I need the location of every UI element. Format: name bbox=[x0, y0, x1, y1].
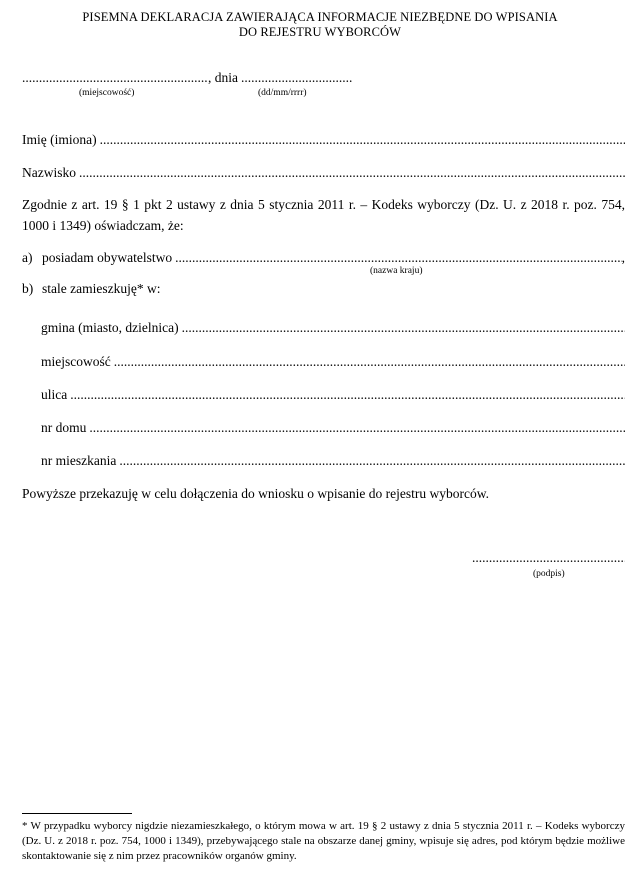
place-field[interactable] bbox=[22, 70, 208, 86]
signature-line bbox=[472, 550, 625, 570]
house-number-label: nr domu bbox=[41, 420, 87, 435]
item-b-marker: b) bbox=[22, 281, 34, 296]
last-name-row bbox=[22, 165, 625, 181]
flat-number-row bbox=[41, 453, 625, 469]
street-label: ulica bbox=[41, 387, 68, 402]
place-date-line bbox=[22, 70, 352, 86]
citizenship-row: a) posiadam obywatelstwo ..... , bbox=[22, 250, 625, 266]
date-field[interactable] bbox=[241, 70, 352, 86]
place-hint: (miejscowość) bbox=[79, 88, 135, 98]
first-name-field[interactable] bbox=[100, 132, 625, 148]
dnia-label: , dnia bbox=[208, 70, 238, 85]
footnote-text: * W przypadku wyborcy nigdzie niezamieszkałego, o którym mowa w art. 19 § 2 ustawy z dnia 5 stycznia 2011 r. – Kodeks wyborczy (Dz. U. z 2018 r. poz. 754, 1000 i 1349), przebywającego stale na obszarze danej gminy, wpisuje się adres, pod którym będzie możliwe skontaktowanie się z nim przez pracowników organów gminy. bbox=[22, 820, 625, 862]
footnote-divider bbox=[22, 813, 132, 814]
house-number-field[interactable] bbox=[89, 420, 625, 436]
gmina-field[interactable] bbox=[182, 320, 625, 336]
flat-number-label: nr mieszkania bbox=[41, 453, 117, 468]
residence-label: stale zamieszkuję* w: bbox=[42, 281, 161, 296]
street-field[interactable] bbox=[70, 387, 625, 403]
first-name-label: Imię (imiona) bbox=[22, 132, 97, 147]
street-row bbox=[41, 387, 625, 403]
closing-text: Powyższe przekazuję w celu dołączenia do wniosku o wpisanie do rejestru wyborców. bbox=[22, 486, 489, 501]
signature-hint: (podpis) bbox=[533, 569, 565, 579]
citizenship-field[interactable] bbox=[175, 250, 622, 266]
title-line-2: DO REJESTRU WYBORCÓW bbox=[238, 25, 402, 39]
flat-number-field[interactable] bbox=[119, 453, 625, 469]
gmina-label: gmina (miasto, dzielnica) bbox=[41, 320, 179, 335]
declaration-text: Zgodnie z art. 19 § 1 pkt 2 ustawy z dnia 5 stycznia 2011 r. – Kodeks wyborczy (Dz. U. z 2018 r. poz. 754, 1000 i 1349) oświadczam, że: bbox=[22, 197, 625, 233]
last-name-field[interactable] bbox=[79, 165, 625, 181]
first-name-row bbox=[22, 132, 625, 148]
residence-row bbox=[22, 281, 160, 297]
citizenship-label: posiadam obywatelstwo bbox=[42, 250, 173, 265]
title-line-1: PISEMNA DEKLARACJA ZAWIERAJĄCA INFORMACJE NIEZBĘDNE DO WPISANIA bbox=[82, 10, 558, 24]
gmina-row bbox=[41, 320, 625, 336]
locality-field[interactable] bbox=[114, 354, 625, 370]
country-hint: (nazwa kraju) bbox=[370, 266, 423, 276]
last-name-label: Nazwisko bbox=[22, 165, 76, 180]
locality-row bbox=[41, 354, 625, 370]
date-hint: (dd/mm/rrrr) bbox=[258, 88, 307, 98]
item-a-marker: a) bbox=[22, 250, 33, 265]
house-number-row bbox=[41, 420, 625, 436]
locality-label: miejscowość bbox=[41, 354, 111, 369]
signature-field[interactable] bbox=[472, 550, 625, 566]
